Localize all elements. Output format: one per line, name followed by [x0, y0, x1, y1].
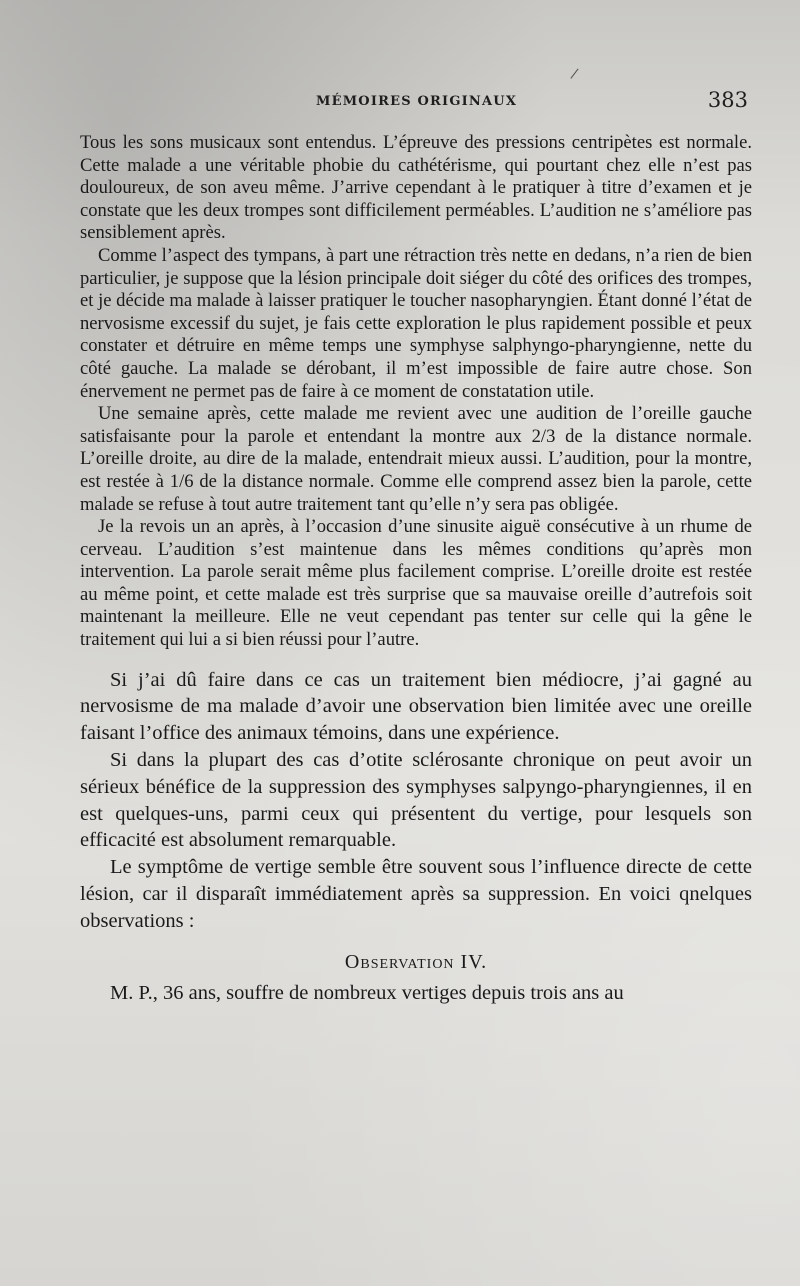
stray-pencil-mark: / — [569, 65, 580, 83]
body-text — [80, 132, 752, 1006]
paragraph: Une semaine après, cette malade me revient avec une audition de l’oreille gauche satisfaisante pour la parole et entendant la montre aux 2/3 de la distance normale. L’oreille droite, au dire de la malade, entendrait mieux aussi. L’audition, pour la montre, est restée à 1/6 de la distance normale. Comme elle comprend assez bien la parole, cette malade se refuse à tout autre traitement tant qu’elle n’y sera pas obligée. — [80, 403, 752, 515]
main-print-section — [80, 667, 752, 1007]
page-number: 383 — [707, 88, 748, 112]
paragraph: Si j’ai dû faire dans ce cas un traitement bien médiocre, j’ai gagné au nervosisme de ma malade d’avoir une observation bien limitée avec une oreille faisant l’office des animaux témoins, dans une expérience. — [80, 668, 752, 745]
running-head: MÉMOIRES ORIGINAUX — [316, 94, 518, 109]
observation-heading: Observation IV. — [344, 950, 488, 973]
paragraph: Si dans la plupart des cas d’otite sclérosante chronique on peut avoir un sérieux bénéfice de la suppression des symphyses salpyngo-pharyngiennes, il en est quelques-uns, parmi ceux qui présentent du vertige, pour lesquels son efficacité est absolument remarquable. — [80, 749, 752, 852]
observation-first-line: M. P., 36 ans, souffre de nombreux vertiges depuis trois ans au — [110, 981, 624, 1004]
paragraph: Comme l’aspect des tympans, à part une rétraction très nette en dedans, n’a rien de bien particulier, je suppose que la lésion principale doit siéger du côté des orifices des trompes, et je décide ma malade à laisser pratiquer le toucher nasopharyngien. Étant donné l’état de nervosisme excessif du sujet, je fais cette exploration le plus rapidement possible et peux constater et détruire en même temps une symphyse salphyngo-pharyngienne, nette du côté gauche. La malade se dérobant, il m’est impossible de faire autre chose. Son énervement ne permet pas de faire à ce moment de constatation utile. — [80, 244, 752, 402]
paragraph: Tous les sons musicaux sont entendus. L’épreuve des pressions centripètes est normale. Cette malade a une véritable phobie du cathétérisme, qui pourtant chez elle n’est pas douloureux, de son aveu même. J’arrive cependant à le pratiquer à titre d’examen et je constate que les deux trompes sont difficilement perméables. L’audition ne s’améliore pas sensiblement après. — [80, 132, 752, 244]
small-print-section — [80, 132, 752, 652]
paragraph: Je la revois un an après, à l’occasion d’une sinusite aiguë consécutive à un rhume de cerveau. L’audition s’est maintenue dans les mêmes conditions qu’après mon intervention. La parole serait même plus facilement comprise. L’oreille droite est restée au même point, et cette malade est très surprise que sa mauvaise oreille d’autrefois soit maintenant la meilleure. Elle ne veut cependant pas tenter sur celle qui la gêne le traitement qui lui a si bien réussi pour l’autre. — [80, 516, 752, 651]
page-header — [80, 88, 752, 118]
paragraph: Le symptôme de vertige semble être souvent sous l’influence directe de cette lésion, car il disparaît immédiatement après sa suppression. En voici qnelques observations : — [80, 856, 752, 932]
